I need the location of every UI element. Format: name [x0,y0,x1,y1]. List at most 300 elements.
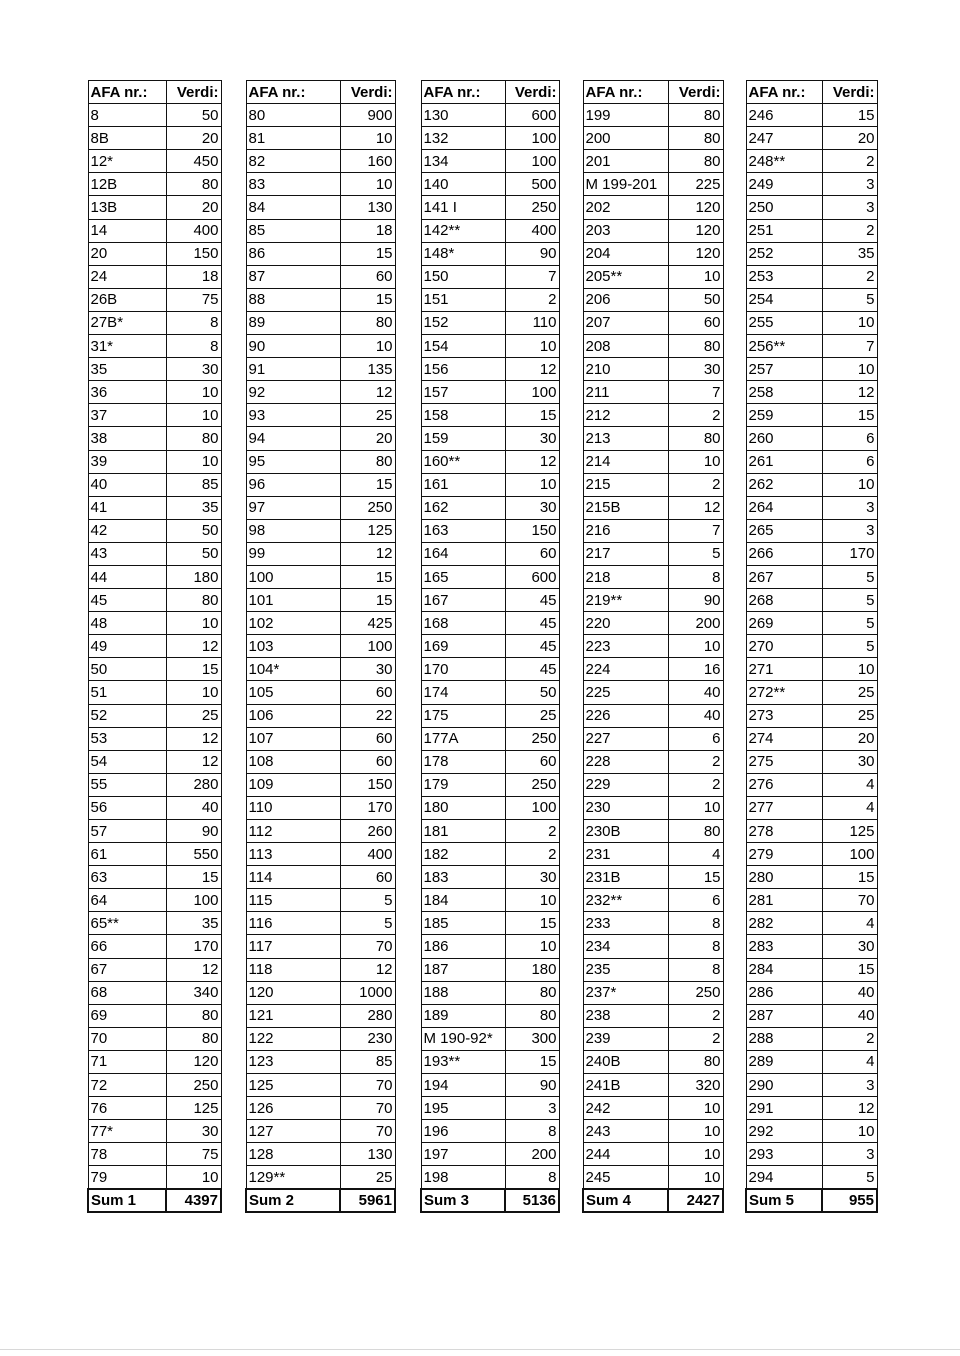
table-row [88,658,221,681]
afa-nr-cell: 57 [88,820,166,843]
afa-table-2 [245,80,396,1213]
table-row [746,404,877,427]
verdi-cell: 100 [505,381,559,404]
afa-nr-cell: 228 [583,750,668,773]
verdi-cell: 600 [505,565,559,588]
table-row [246,542,395,565]
table-row [246,1074,395,1097]
table-row [246,196,395,219]
afa-nr-cell: 196 [421,1120,505,1143]
verdi-cell: 10 [340,173,395,196]
afa-nr-cell: 50 [88,658,166,681]
table-row [246,381,395,404]
table-row [246,242,395,265]
afa-nr-header: AFA nr.: [583,81,668,104]
verdi-cell: 12 [340,542,395,565]
afa-nr-cell: 104* [246,658,340,681]
table-row [246,1050,395,1073]
verdi-header: Verdi: [340,81,395,104]
table-row [583,912,723,935]
table-row [583,335,723,358]
table-row [88,242,221,265]
table-row [583,750,723,773]
verdi-cell: 25 [340,404,395,427]
table-row [583,958,723,981]
table-row [583,242,723,265]
afa-nr-cell: 269 [746,612,822,635]
table-row [246,1143,395,1166]
table-row [583,565,723,588]
verdi-cell: 30 [505,496,559,519]
afa-nr-cell: 175 [421,704,505,727]
table-header-row [583,81,723,104]
afa-nr-cell: 220 [583,612,668,635]
afa-nr-cell: 188 [421,981,505,1004]
sum-value: 5136 [505,1189,559,1212]
afa-nr-cell: 72 [88,1074,166,1097]
afa-nr-cell: 223 [583,635,668,658]
verdi-cell: 900 [340,104,395,127]
table-row [246,404,395,427]
table-row [246,173,395,196]
verdi-cell: 20 [340,427,395,450]
afa-nr-cell: 123 [246,1050,340,1073]
table-header-row [246,81,395,104]
verdi-cell: 2 [668,773,723,796]
table-row [421,358,559,381]
table-row [746,196,877,219]
afa-nr-cell: 211 [583,381,668,404]
verdi-cell: 3 [822,519,877,542]
table-row [88,889,221,912]
table-row [421,981,559,1004]
table-row [746,104,877,127]
verdi-cell: 35 [166,496,221,519]
verdi-cell: 30 [668,358,723,381]
table-row [246,796,395,819]
afa-nr-cell: 36 [88,381,166,404]
table-row [746,958,877,981]
verdi-cell: 2 [505,843,559,866]
afa-nr-cell: 259 [746,404,822,427]
table-row [246,1166,395,1189]
verdi-cell: 425 [340,612,395,635]
table-row [583,104,723,127]
table-row [746,1143,877,1166]
table-row [246,958,395,981]
afa-nr-cell: 115 [246,889,340,912]
verdi-cell: 15 [340,473,395,496]
verdi-cell: 50 [505,681,559,704]
sum-value: 5961 [340,1189,395,1212]
verdi-cell: 10 [340,335,395,358]
table-row [583,450,723,473]
verdi-cell: 10 [668,1166,723,1189]
table-row [583,519,723,542]
afa-nr-cell: 214 [583,450,668,473]
afa-nr-cell: 242 [583,1097,668,1120]
afa-nr-cell: 247 [746,127,822,150]
afa-nr-cell: 237* [583,981,668,1004]
table-row [746,704,877,727]
verdi-cell: 80 [505,981,559,1004]
afa-nr-cell: 84 [246,196,340,219]
afa-nr-cell: 132 [421,127,505,150]
afa-nr-cell: 79 [88,1166,166,1189]
verdi-cell: 6 [668,889,723,912]
verdi-cell: 10 [668,1120,723,1143]
verdi-cell: 2 [505,820,559,843]
afa-nr-cell: 272** [746,681,822,704]
verdi-cell: 40 [822,1004,877,1027]
table-row [88,589,221,612]
verdi-cell: 15 [340,589,395,612]
table-row [421,1120,559,1143]
verdi-cell: 5 [340,912,395,935]
verdi-cell: 180 [166,565,221,588]
afa-nr-cell: 279 [746,843,822,866]
table-row [583,127,723,150]
sum-row [746,1189,877,1212]
afa-nr-cell: 246 [746,104,822,127]
afa-nr-cell: 283 [746,935,822,958]
verdi-cell: 3 [822,173,877,196]
afa-nr-cell: 128 [246,1143,340,1166]
verdi-cell: 80 [668,104,723,127]
table-row [421,889,559,912]
verdi-cell: 40 [822,981,877,1004]
table-row [583,796,723,819]
table-row [88,265,221,288]
table-row [421,219,559,242]
afa-nr-cell: 114 [246,866,340,889]
afa-nr-cell: 94 [246,427,340,450]
verdi-cell: 60 [340,866,395,889]
afa-nr-cell: 45 [88,589,166,612]
table-row [421,704,559,727]
afa-nr-cell: 71 [88,1050,166,1073]
afa-nr-cell: 92 [246,381,340,404]
afa-nr-cell: 82 [246,150,340,173]
verdi-cell: 20 [166,127,221,150]
verdi-cell: 8 [668,565,723,588]
table-row [583,658,723,681]
table-row [88,843,221,866]
afa-nr-cell: 13B [88,196,166,219]
table-row [746,288,877,311]
table-row [421,150,559,173]
afa-nr-cell: 235 [583,958,668,981]
afa-nr-cell: 183 [421,866,505,889]
table-row [421,612,559,635]
afa-nr-cell: 261 [746,450,822,473]
verdi-cell: 30 [166,1120,221,1143]
verdi-cell: 12 [166,727,221,750]
verdi-cell: 250 [166,1074,221,1097]
afa-nr-cell: 165 [421,565,505,588]
table-row [88,519,221,542]
afa-nr-cell: 224 [583,658,668,681]
afa-nr-cell: 113 [246,843,340,866]
table-row [746,219,877,242]
verdi-cell: 18 [166,265,221,288]
verdi-cell: 80 [668,1050,723,1073]
afa-nr-cell: 152 [421,311,505,334]
verdi-cell: 160 [340,150,395,173]
verdi-cell: 30 [166,358,221,381]
afa-nr-cell: 88 [246,288,340,311]
verdi-cell: 8 [505,1166,559,1189]
afa-nr-cell: 253 [746,265,822,288]
verdi-cell: 135 [340,358,395,381]
table-row [88,311,221,334]
afa-nr-cell: 61 [88,843,166,866]
table-row [88,104,221,127]
verdi-cell: 80 [668,335,723,358]
afa-nr-cell: 27B* [88,311,166,334]
table-row [583,612,723,635]
verdi-cell: 10 [668,450,723,473]
table-row [246,750,395,773]
afa-nr-cell: 160** [421,450,505,473]
verdi-cell: 6 [822,427,877,450]
table-row [88,358,221,381]
verdi-cell: 80 [166,589,221,612]
verdi-cell: 90 [166,820,221,843]
afa-nr-cell: 280 [746,866,822,889]
verdi-cell: 85 [340,1050,395,1073]
verdi-cell: 8 [668,912,723,935]
verdi-cell: 280 [340,1004,395,1027]
afa-nr-cell: 105 [246,681,340,704]
verdi-cell: 60 [340,727,395,750]
afa-nr-cell: 164 [421,542,505,565]
table-row [246,658,395,681]
afa-nr-cell: 117 [246,935,340,958]
verdi-cell: 10 [166,1166,221,1189]
verdi-cell: 45 [505,589,559,612]
verdi-cell: 80 [340,311,395,334]
table-row [88,1004,221,1027]
afa-nr-cell: 174 [421,681,505,704]
afa-nr-cell: 276 [746,773,822,796]
verdi-cell: 250 [668,981,723,1004]
afa-nr-cell: 186 [421,935,505,958]
verdi-cell: 5 [822,1166,877,1189]
table-row [583,1050,723,1073]
verdi-cell: 80 [668,427,723,450]
afa-nr-cell: 267 [746,565,822,588]
verdi-cell: 200 [505,1143,559,1166]
table-row [88,958,221,981]
verdi-cell: 5 [340,889,395,912]
verdi-cell: 170 [822,542,877,565]
afa-nr-cell: 170 [421,658,505,681]
table-row [583,889,723,912]
afa-nr-cell: 148* [421,242,505,265]
verdi-cell: 600 [505,104,559,127]
verdi-cell: 8 [668,958,723,981]
table-row [421,958,559,981]
table-row [421,820,559,843]
afa-nr-header: AFA nr.: [421,81,505,104]
verdi-cell: 120 [668,242,723,265]
afa-nr-cell: 108 [246,750,340,773]
verdi-cell: 7 [668,381,723,404]
table-row [88,173,221,196]
table-row [246,981,395,1004]
afa-nr-cell: 12* [88,150,166,173]
verdi-cell: 5 [822,589,877,612]
verdi-cell: 10 [668,635,723,658]
verdi-cell: 2 [668,1027,723,1050]
afa-nr-cell: 291 [746,1097,822,1120]
verdi-cell: 70 [340,1074,395,1097]
verdi-cell: 50 [166,519,221,542]
table-row [246,104,395,127]
afa-nr-cell: 232** [583,889,668,912]
afa-nr-cell: 129** [246,1166,340,1189]
verdi-cell: 25 [505,704,559,727]
verdi-cell: 12 [822,1097,877,1120]
afa-table-5 [745,80,878,1213]
verdi-cell: 75 [166,288,221,311]
table-row [746,1027,877,1050]
table-row [746,589,877,612]
table-row [88,1074,221,1097]
verdi-cell: 60 [668,311,723,334]
verdi-cell: 85 [166,473,221,496]
verdi-cell: 2 [822,219,877,242]
verdi-cell: 6 [822,450,877,473]
afa-nr-cell: 96 [246,473,340,496]
table-row [746,496,877,519]
table-row [746,681,877,704]
afa-nr-cell: 141 I [421,196,505,219]
table-row [88,912,221,935]
table-row [746,1074,877,1097]
verdi-cell: 125 [166,1097,221,1120]
afa-nr-cell: 195 [421,1097,505,1120]
table-row [746,335,877,358]
verdi-cell: 10 [505,889,559,912]
afa-nr-cell: M 190-92* [421,1027,505,1050]
table-row [746,150,877,173]
afa-nr-cell: 202 [583,196,668,219]
verdi-cell: 12 [668,496,723,519]
verdi-cell: 22 [340,704,395,727]
verdi-cell: 2 [668,1004,723,1027]
table-row [583,150,723,173]
table-row [421,542,559,565]
verdi-cell: 170 [340,796,395,819]
verdi-cell: 250 [340,496,395,519]
table-row [583,404,723,427]
table-row [246,265,395,288]
table-row [583,866,723,889]
afa-nr-cell: 90 [246,335,340,358]
table-row [88,681,221,704]
verdi-cell: 2 [822,265,877,288]
table-row [746,1097,877,1120]
afa-nr-cell: 14 [88,219,166,242]
table-row [421,311,559,334]
table-row [88,704,221,727]
table-row [746,889,877,912]
afa-nr-cell: 282 [746,912,822,935]
afa-nr-cell: 231 [583,843,668,866]
afa-nr-cell: 26B [88,288,166,311]
afa-nr-cell: 76 [88,1097,166,1120]
afa-nr-cell: 109 [246,773,340,796]
table-row [88,796,221,819]
table-row [421,473,559,496]
verdi-cell: 50 [668,288,723,311]
afa-nr-cell: 126 [246,1097,340,1120]
afa-nr-cell: 125 [246,1074,340,1097]
afa-nr-cell: 122 [246,1027,340,1050]
verdi-cell: 15 [340,242,395,265]
afa-nr-cell: 38 [88,427,166,450]
verdi-cell: 2 [822,150,877,173]
afa-nr-cell: 239 [583,1027,668,1050]
afa-nr-cell: 167 [421,589,505,612]
sum-label: Sum 1 [88,1189,166,1212]
afa-nr-cell: 254 [746,288,822,311]
verdi-cell: 120 [166,1050,221,1073]
verdi-cell: 4 [822,773,877,796]
afa-nr-cell: 229 [583,773,668,796]
verdi-cell: 20 [166,196,221,219]
afa-nr-cell: 48 [88,612,166,635]
verdi-cell: 80 [166,1004,221,1027]
table-row [246,519,395,542]
table-row [421,450,559,473]
verdi-cell: 40 [668,704,723,727]
afa-nr-cell: 65** [88,912,166,935]
sum-label: Sum 2 [246,1189,340,1212]
afa-nr-cell: 215 [583,473,668,496]
verdi-cell: 30 [340,658,395,681]
afa-nr-cell: 95 [246,450,340,473]
afa-nr-cell: 252 [746,242,822,265]
verdi-cell: 35 [166,912,221,935]
verdi-cell: 50 [166,542,221,565]
afa-nr-cell: 199 [583,104,668,127]
sum-label: Sum 4 [583,1189,668,1212]
verdi-cell: 70 [822,889,877,912]
verdi-cell: 80 [166,427,221,450]
afa-nr-cell: 40 [88,473,166,496]
afa-nr-cell: 31* [88,335,166,358]
afa-nr-cell: 162 [421,496,505,519]
afa-nr-cell: 157 [421,381,505,404]
afa-nr-cell: 233 [583,912,668,935]
afa-nr-cell: 134 [421,150,505,173]
table-row [746,1050,877,1073]
afa-nr-cell: 85 [246,219,340,242]
afa-nr-cell: 91 [246,358,340,381]
sum-row [421,1189,559,1212]
table-row [746,565,877,588]
afa-nr-cell: 238 [583,1004,668,1027]
table-row [421,127,559,150]
verdi-cell: 450 [166,150,221,173]
table-row [421,104,559,127]
sum-row [88,1189,221,1212]
verdi-cell: 2 [668,750,723,773]
table-row [746,381,877,404]
